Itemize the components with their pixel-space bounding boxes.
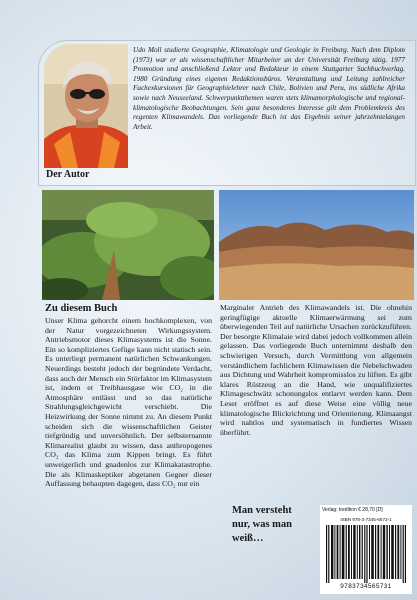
section-title: Zu diesem Buch bbox=[45, 303, 118, 314]
desert-photo bbox=[219, 190, 414, 300]
author-bio-text: Udo Moll studierte Geographie, Klimatologie und Geologie in Freiburg. Nach dem Diplom (1973) war er als wissenschaftlicher Mitarbeiter an der Universität Freiburg tätig. 1977 Promotion und anschließend Lektor und Redakteur in einem Stuttgarter Sachbuchverlag. 1980 Gründung eines eigenen Redaktionsbüros. Veranstaltung und Leitung zahlreicher Fachexkursionen für Geographielehrer nach Chile, Bolivien und Peru, ins südliche Afrika sowie nach Neuseeland. Schwerpunktthemen waren stets klimamorphologische und regional-klimatologische Beobachtungen. Sein ganz besonderes Interesse gilt dem Problemkreis des regenten Klimawandels. Das vorliegende Buch ist das Ergebnis seiner jahrzehntelangen Arbeit. bbox=[133, 46, 405, 131]
author-caption: Der Autor bbox=[46, 169, 90, 180]
description-left-column: Unser Klima gehorcht einem hochkomplexen, von der Natur vorgezeichneten Wirkungssystem. Antriebsmotor dieses Klimasystems ist die Sonne. Ein so kompliziertes Gefüge kann nicht statisch sein. Es unterliegt permanent natürlichen Schwankungen. Neuerdings besteht jedoch der begründete Verdacht, dass auch der Mensch ein Störfaktor im Klimasystem ist, indem er Treibhausgase wie CO₂ in die Atmosphäre entlässt und so das natürliche Strahlungsgleichgewicht verschiebt. Die Heizwirkung der Sonne nimmt zu. An diesem Punkt scheiden sich die wissenschaftlichen Geister tiefgründig und unversöhnlich. Der selbsternannte Klimarealist glaubt zu wissen, dass anthropogenes CO₂ das Klima zum Kippen bringt. Es führt unweigerlich und gnadenlos zur Klimakatastrophe. Die als Klimaskeptiker abgetanen Gegner dieser Auffassung behaupten dagegen, dass CO₂ nur ein bbox=[45, 316, 212, 489]
description-right-column: Marginaler Antrieb des Klimawandels ist. Die ohnehin geringfügige aktuelle Klimaerwärmung sei zum überwiegenden Teil auf natürliche Ursachen zurückzuführen. Der besorgte Klimalaie wird dabei jedoch vollkommen allein gelassen. Das vorliegende Buch unternimmt deshalb den schwierigen Versuch, durch Vermittlung von allgemein verständlichem fachlichem Klimawissen die Nebelschwaden aus Dichtung und Wahrheit kompromisslos zu lüften. Es gibt klares Rüstzeug an die Hand, wie unqualifiziertes Klimageschwätz schonungslos entlarvt werden kann. Dem Leser eröffnet es auf diese Weise eine völlig neue klimatologische Blickrichtung und Orientierung. Klimaangst wird nahtlos und systematisch in fundiertes Wissen überführt. bbox=[220, 303, 412, 437]
plant-photo bbox=[42, 190, 214, 300]
ean-number: 9783734565731 bbox=[340, 583, 392, 590]
barcode-box bbox=[320, 505, 412, 594]
barcode-icon bbox=[326, 525, 406, 583]
publisher-price: Verlag: tredition € 28,70 [D] bbox=[322, 507, 383, 513]
isbn: ISBN 978-3-7345-6573-1 bbox=[340, 517, 392, 522]
author-photo bbox=[44, 44, 128, 168]
slogan: Man versteht nur, was man weiß… bbox=[232, 505, 293, 544]
